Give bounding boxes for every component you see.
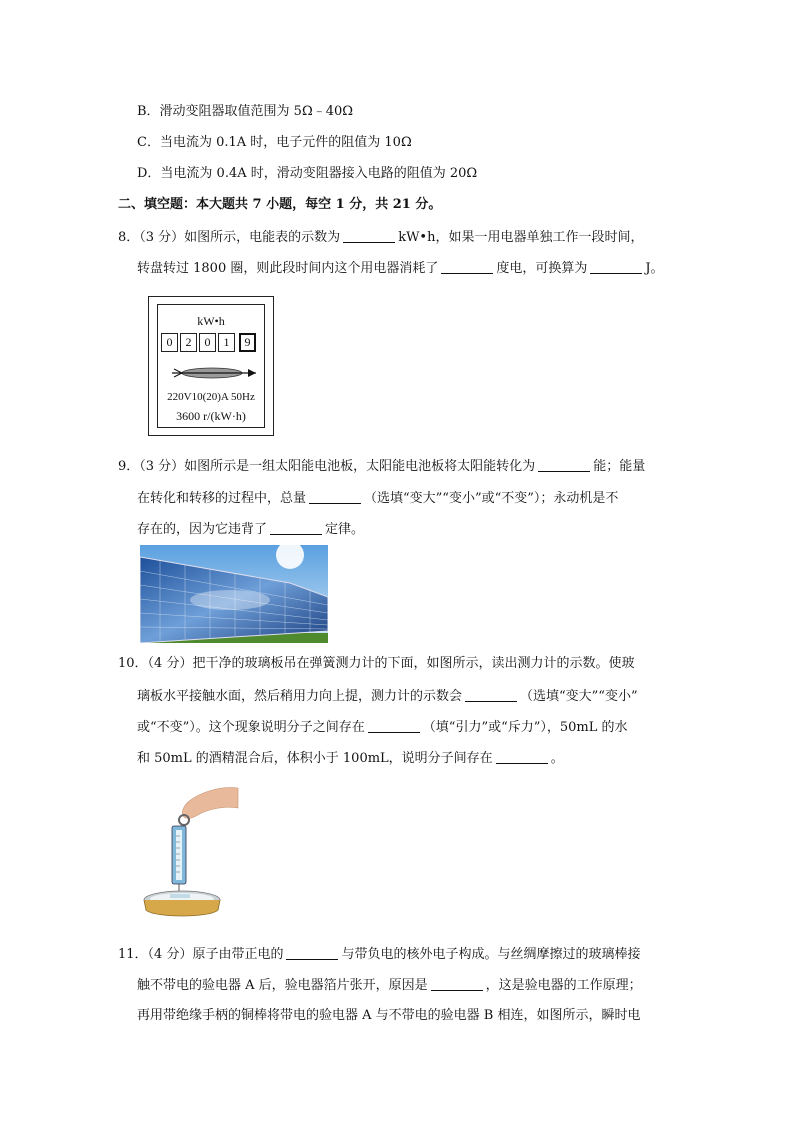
answer-blank [441, 259, 493, 274]
meter-spec-rating: 220V10(20)A 50Hz [167, 391, 255, 403]
question-8-line-2 [137, 259, 664, 278]
answer-blank [590, 259, 642, 274]
q8-text-b: kW•h，如果一用电器单独工作一段时间， [398, 230, 644, 245]
meter-digit: 0 [199, 333, 216, 352]
answer-blank [431, 976, 483, 991]
q9-text-d: （选填“变大”“变小”或“不变”）；永动机是不 [364, 491, 619, 506]
answer-blank [286, 945, 338, 960]
solar-panel-photo [140, 545, 328, 643]
question-9-line-1 [118, 457, 645, 476]
answer-blank [496, 749, 548, 764]
question-11-line-2 [137, 976, 642, 995]
q11-text-d: ，这是验电器的工作原理； [485, 978, 642, 993]
q8-text-d: 度电，可换算为 [496, 261, 588, 276]
question-11-line-3: 再用带绝缘手柄的铜棒将带电的验电器 A 与不带电的验电器 B 相连，如图所示，瞬时电 [137, 1008, 641, 1023]
q10-text-e: 和 50mL 的酒精混合后，体积小于 100mL，说明分子间存在 [137, 751, 493, 766]
answer-blank [309, 489, 361, 504]
meter-unit-label: kW•h [197, 314, 225, 328]
q10-text-d: （填“引力”或“斥力”），50mL 的水 [422, 720, 628, 735]
spring-scale-photo [140, 786, 240, 922]
option-c: C．当电流为 0.1A 时，电子元件的阻值为 10Ω [137, 135, 412, 150]
question-9-line-2 [137, 489, 618, 508]
answer-blank [343, 228, 395, 243]
q8-text-e: J。 [645, 261, 664, 276]
meter-spec-constant: 3600 r/(kW·h) [176, 409, 246, 423]
meter-digits [161, 333, 258, 352]
q9-text-b: 能；能量 [593, 459, 646, 474]
meter-digit-decimal: 9 [239, 333, 256, 352]
question-10-line-3 [137, 718, 628, 737]
q11-text-b: 与带负电的核外电子构成。与丝绸摩擦过的玻璃棒接 [341, 947, 641, 962]
meter-digit: 2 [180, 333, 197, 352]
question-10-line-4 [137, 749, 564, 768]
answer-blank [465, 687, 517, 702]
q9-text-e: 存在的，因为它违背了 [137, 522, 268, 537]
q8-text-a: 8．（3 分）如图所示，电能表的示数为 [118, 230, 341, 245]
option-d: D．当电流为 0.4A 时，滑动变阻器接入电路的阻值为 20Ω [137, 166, 478, 181]
q10-text-c: 或“不变”）。这个现象说明分子之间存在 [137, 720, 365, 735]
q9-text-a: 9．（3 分）如图所示是一组太阳能电池板，太阳能电池板将太阳能转化为 [118, 459, 536, 474]
meter-digit: 1 [218, 333, 235, 352]
q8-text-c: 转盘转过 1800 圈，则此段时间内这个用电器消耗了 [137, 261, 439, 276]
q11-text-a: 11．（4 分）原子由带正电的 [118, 947, 284, 962]
rotating-disc-icon [170, 365, 260, 381]
question-8-line-1 [118, 228, 643, 247]
option-b: B．滑动变阻器取值范围为 5Ω﹣40Ω [137, 104, 354, 119]
q10-text-b: （选填“变大”“变小” [520, 689, 638, 704]
q10-text-f: 。 [550, 751, 564, 766]
question-9-line-3 [137, 520, 364, 539]
q9-text-c: 在转化和转移的过程中，总量 [137, 491, 307, 506]
energy-meter-face [157, 304, 265, 428]
answer-blank [368, 718, 420, 733]
question-10-line-1: 10．（4 分）把干净的玻璃板吊在弹簧测力计的下面，如图所示，读出测力计的示数。使玻 [118, 656, 635, 671]
answer-blank [270, 520, 322, 535]
q10-text-a: 璃板水平接触水面，然后稍用力向上提，测力计的示数会 [137, 689, 463, 704]
section-heading: 二、填空题：本大题共 7 小题，每空 1 分，共 21 分。 [118, 197, 442, 212]
q11-text-c: 触不带电的验电器 A 后，验电器箔片张开，原因是 [137, 978, 428, 993]
question-11-line-1 [118, 945, 640, 964]
meter-digit: 0 [161, 333, 178, 352]
energy-meter-figure [148, 296, 274, 436]
answer-blank [538, 457, 590, 472]
question-10-line-2 [137, 687, 638, 706]
q9-text-f: 定律。 [325, 522, 365, 537]
